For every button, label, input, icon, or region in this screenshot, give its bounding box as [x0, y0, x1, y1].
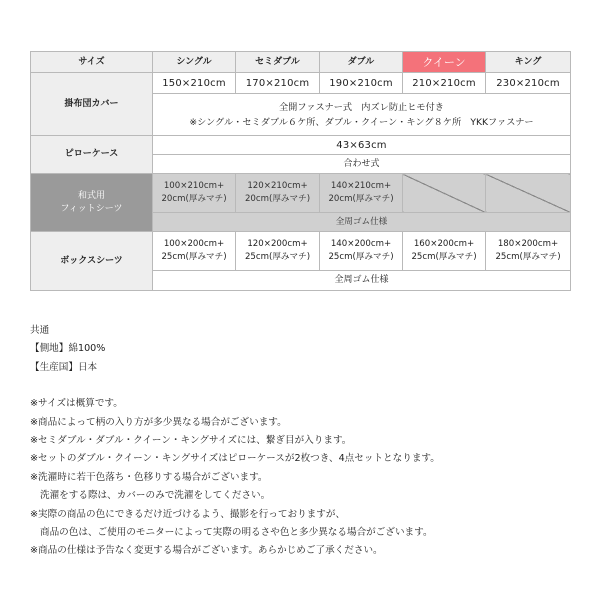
comforter-size-single: 150×210cm — [153, 73, 236, 94]
header-size-label: サイズ — [31, 52, 153, 73]
header-row — [31, 52, 571, 73]
box-size-single-line1: 100×200cm+ — [163, 239, 225, 249]
note-7: ※商品の仕様は予告なく変更する場合がございます。あらかじめご了承ください。 — [30, 545, 383, 557]
header-king: キング — [486, 52, 571, 73]
header-double: ダブル — [320, 52, 403, 73]
comforter-size-king: 230×210cm — [486, 73, 571, 94]
fitted-sheet-label — [31, 174, 153, 232]
pillow-size-row — [31, 136, 571, 155]
box-sheet-note: 全周ゴム仕様 — [153, 271, 571, 291]
fitted-size-single-line2: 20cm(厚みマチ) — [161, 194, 227, 204]
fitted-size-double-line1: 140×210cm+ — [330, 181, 392, 191]
box-size-single-line2: 25cm(厚みマチ) — [161, 252, 227, 262]
notes-section — [30, 322, 575, 561]
box-size-semi-double-line1: 120×200cm+ — [247, 239, 308, 249]
box-size-queen — [403, 232, 486, 271]
header-queen: クイーン — [403, 52, 486, 73]
note-4: ※セットのダブル・クイーン・キングサイズはピローケースが2枚つき、4点セットとなります。 — [30, 453, 440, 465]
box-sheet-size-row — [31, 232, 571, 271]
box-size-double-line1: 140×200cm+ — [330, 239, 392, 249]
fitted-unavailable-king — [486, 174, 571, 213]
comforter-cover-label: 掛布団カバー — [31, 73, 153, 136]
spec-table — [30, 51, 571, 291]
comforter-size-double: 190×210cm — [320, 73, 403, 94]
box-size-double — [320, 232, 403, 271]
fitted-size-double — [320, 174, 403, 213]
comforter-note-line2: ※シングル・セミダブル６ケ所、ダブル・クイーン・キング８ケ所 YKKファスナー — [189, 116, 534, 128]
fitted-size-double-line2: 20cm(厚みマチ) — [328, 194, 394, 204]
fitted-size-semi-double-line2: 20cm(厚みマチ) — [244, 194, 311, 204]
note-3: ※セミダブル・ダブル・クイーン・キングサイズには、繋ぎ目が入ります。 — [30, 435, 352, 447]
box-size-king — [486, 232, 571, 271]
box-size-semi-double-line2: 25cm(厚みマチ) — [244, 252, 311, 262]
pillow-case-size: 43×63cm — [153, 136, 571, 155]
note-5-continued: 洗濯をする際は、カバーのみで洗濯をしてください。 — [40, 490, 271, 502]
box-size-semi-double — [236, 232, 320, 271]
comforter-size-row — [31, 73, 571, 94]
note-6: ※実際の商品の色にできるだけ近づけるよう、撮影を行っておりますが、 — [30, 508, 346, 520]
fitted-sheet-label-line2: フィットシーツ — [60, 203, 123, 214]
box-size-queen-line1: 160×200cm+ — [413, 239, 475, 249]
common-fabric: 【側地】綿100% — [30, 343, 106, 355]
fitted-size-single — [153, 174, 236, 213]
box-size-queen-line2: 25cm(厚みマチ) — [411, 252, 477, 262]
fitted-unavailable-queen — [403, 174, 486, 213]
box-sheet-label: ボックスシーツ — [31, 232, 153, 291]
comforter-size-semi-double: 170×210cm — [236, 73, 320, 94]
pillow-case-label: ピローケース — [31, 136, 153, 174]
fitted-sheet-size-row — [31, 174, 571, 213]
notes-spacer — [30, 377, 575, 395]
common-origin: 【生産国】日本 — [30, 361, 98, 373]
comforter-note-line1: 全開ファスナー式 内ズレ防止ヒモ付き — [278, 101, 444, 113]
box-size-single — [153, 232, 236, 271]
fitted-size-single-line1: 100×210cm+ — [163, 181, 225, 191]
header-single: シングル — [153, 52, 236, 73]
header-semi-double: セミダブル — [236, 52, 320, 73]
fitted-size-semi-double — [236, 174, 320, 213]
fitted-sheet-note: 全周ゴム仕様 — [153, 213, 571, 232]
note-5: ※洗濯時に若干色落ち・色移りする場合がございます。 — [30, 471, 268, 483]
common-title: 共通 — [30, 325, 50, 336]
box-size-king-line2: 25cm(厚みマチ) — [495, 252, 561, 262]
box-size-king-line1: 180×200cm+ — [497, 239, 559, 249]
note-6-continued: 商品の色は、ご使用のモニターによって実際の明るさや色と多少異なる場合がございます。 — [40, 527, 433, 539]
note-1: ※サイズは概算です。 — [30, 398, 123, 410]
pillow-case-type: 合わせ式 — [153, 155, 571, 174]
fitted-sheet-label-line1: 和式用 — [77, 190, 105, 201]
comforter-note — [153, 94, 571, 136]
box-size-double-line2: 25cm(厚みマチ) — [328, 252, 394, 262]
fitted-size-semi-double-line1: 120×210cm+ — [247, 181, 308, 191]
note-2: ※商品によって柄の入り方が多少異なる場合がございます。 — [30, 416, 287, 428]
comforter-size-queen: 210×210cm — [403, 73, 486, 94]
